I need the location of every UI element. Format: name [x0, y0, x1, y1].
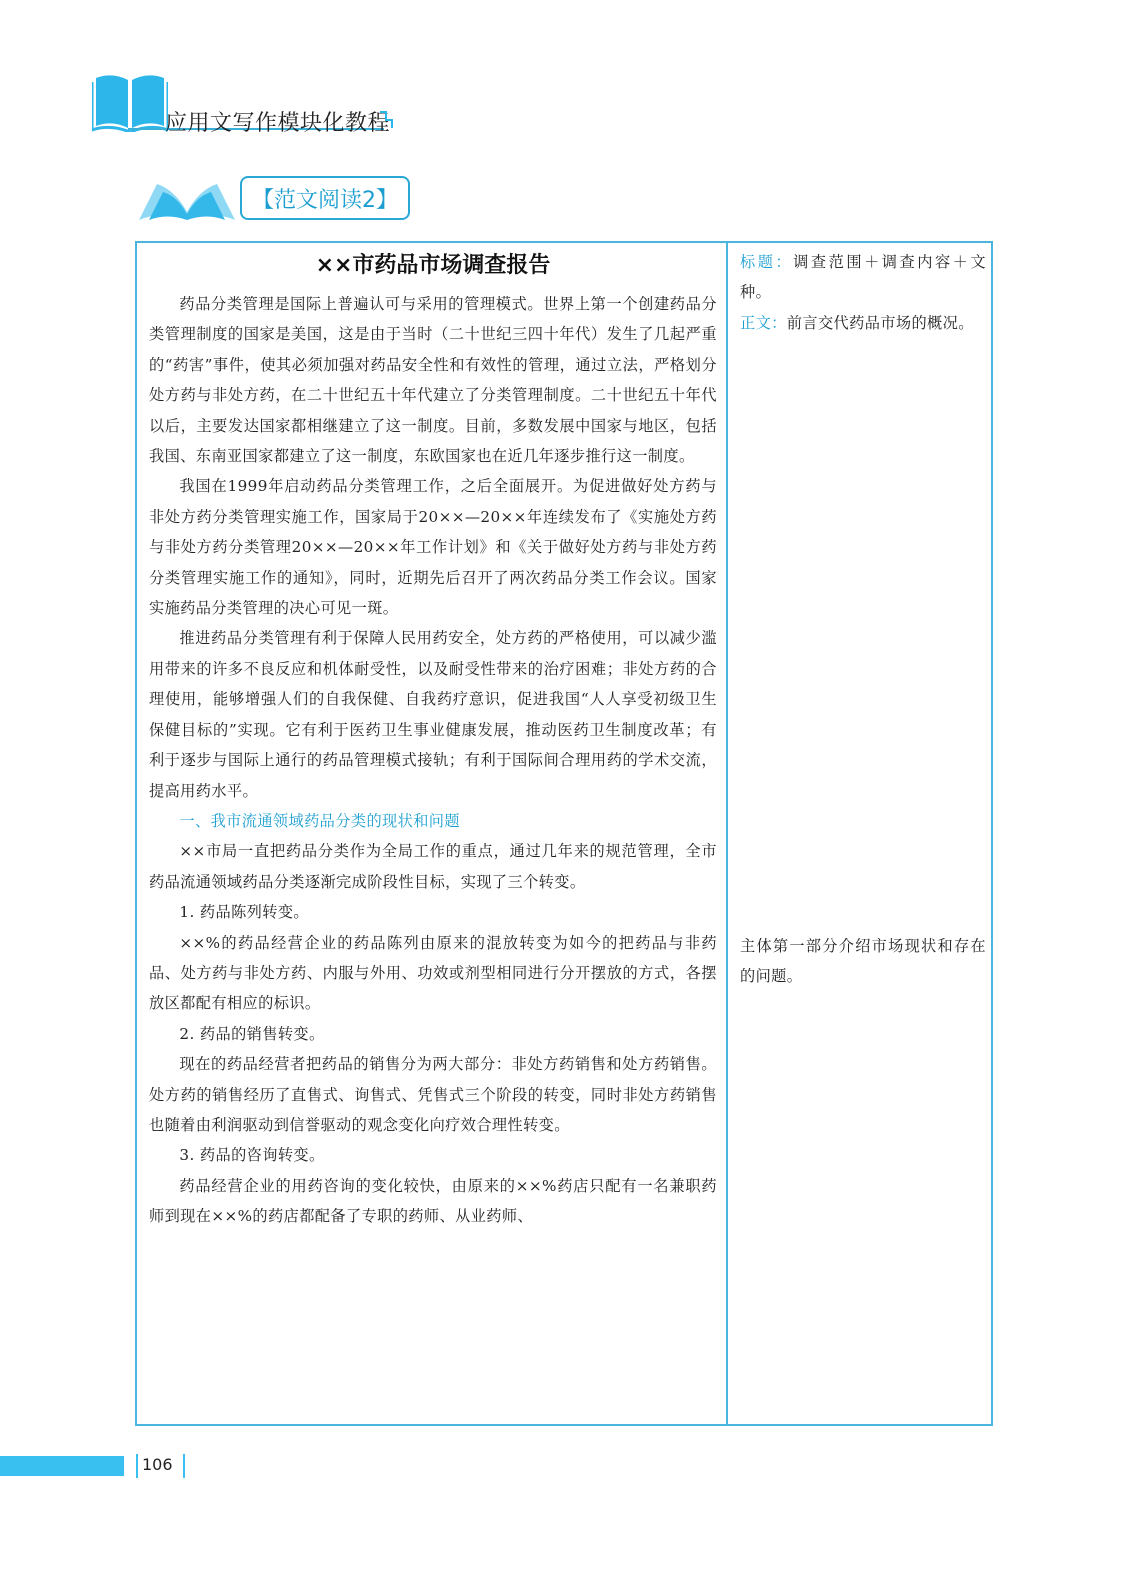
annotation-text: 调查范围＋调查内容＋文种。: [740, 253, 986, 302]
document-title: ××市药品市场调查报告: [315, 253, 551, 278]
list-item-title: 3. 药品的咨询转变。: [179, 1146, 325, 1165]
paragraph: ××%的药品经营企业的药品陈列由原来的混放转变为如今的把药品与非药品、处方药与非处方药、内服与外用、功效或剂型相同进行分开摆放的方式，各摆放区都配有相应的标识。: [149, 933, 717, 1013]
annotation-label: 标题：: [740, 253, 794, 271]
annotation-body: [740, 308, 986, 338]
paragraph: 推进药品分类管理有利于保障人民用药安全，处方药的严格使用，可以减少滥用带来的许多不良反应和机体耐受性，以及耐受性带来的治疗困难；非处方药的合理使用，能够增强人们的自我保健、自我药疗意识，促进我国“人人享受初级卫生保健目标的”实现。它有利于医药卫生事业健康发展，推动医药卫生制度改革；有利于逐步与国际上通行的药品管理模式接轨；有利于国际间合理用药的学术交流，提高用药水平。: [149, 629, 717, 800]
list-item-title: 2. 药品的销售转变。: [179, 1024, 325, 1043]
footer-bar: [0, 1456, 124, 1476]
paragraph: 药品经营企业的用药咨询的变化较快，由原来的××%药店只配有一名兼职药师到现在××%的药店都配备了专职的药师、从业药师、: [149, 1176, 717, 1226]
section-subheading: 一、我市流通领域药品分类的现状和问题: [179, 811, 460, 830]
paragraph: 现在的药品经营者把药品的销售分为两大部分：非处方药销售和处方药销售。处方药的销售经历了直售式、询售式、凭售式三个阶段的转变，同时非处方药销售也随着由利润驱动到信誉驱动的观念变化向疗效合理性转变。: [149, 1055, 717, 1134]
main-text-column: [149, 251, 717, 1232]
book-icon: [92, 72, 168, 132]
footer-separator: [136, 1454, 138, 1478]
page-corner-icon: [378, 110, 394, 130]
document-table: [135, 241, 993, 1426]
paragraph: 我国在1999年启动药品分类管理工作，之后全面展开。为促进做好处方药与非处方药分类管理实施工作，国家局于20××—20××年连续发布了《实施处方药与非处方药分类管理20××—20××年工作计划》和《关于做好处方药与非处方药分类管理实施工作的通知》，同时，近期先后召开了两次药品分类工作会议。国家实施药品分类管理的决心可见一斑。: [149, 477, 717, 618]
annotation-part1: 主体第一部分介绍市场现状和存在的问题。: [740, 937, 986, 986]
column-divider: [726, 243, 728, 1424]
book-title: 应用文写作模块化教程: [165, 111, 391, 136]
section-heading: 【范文阅读2】: [240, 176, 410, 220]
annotation-label: 正文：: [740, 314, 787, 332]
list-item-title: 1. 药品陈列转变。: [179, 903, 310, 922]
open-book-icon: [137, 180, 237, 222]
annotation-text: 前言交代药品市场的概况。: [786, 314, 974, 332]
page-number: 106: [142, 1455, 173, 1474]
paragraph: 药品分类管理是国际上普遍认可与采用的管理模式。世界上第一个创建药品分类管理制度的国家是美国，这是由于当时（二十世纪三四十年代）发生了几起严重的“药害”事件，使其必须加强对药品安全性和有效性的管理，通过立法，严格划分处方药与非处方药，在二十世纪五十年代建立了分类管理制度。二十世纪五十年代以后，主要发达国家都相继建立了这一制度。目前，多数发展中国家与地区，包括我国、东南亚国家都建立了这一制度，东欧国家也在近几年逐步推行这一制度。: [149, 295, 717, 466]
paragraph: ××市局一直把药品分类作为全局工作的重点，通过几年来的规范管理，全市药品流通领域药品分类逐渐完成阶段性目标，实现了三个转变。: [149, 842, 717, 891]
annotation-title: [740, 247, 986, 308]
footer-separator: [183, 1454, 185, 1478]
